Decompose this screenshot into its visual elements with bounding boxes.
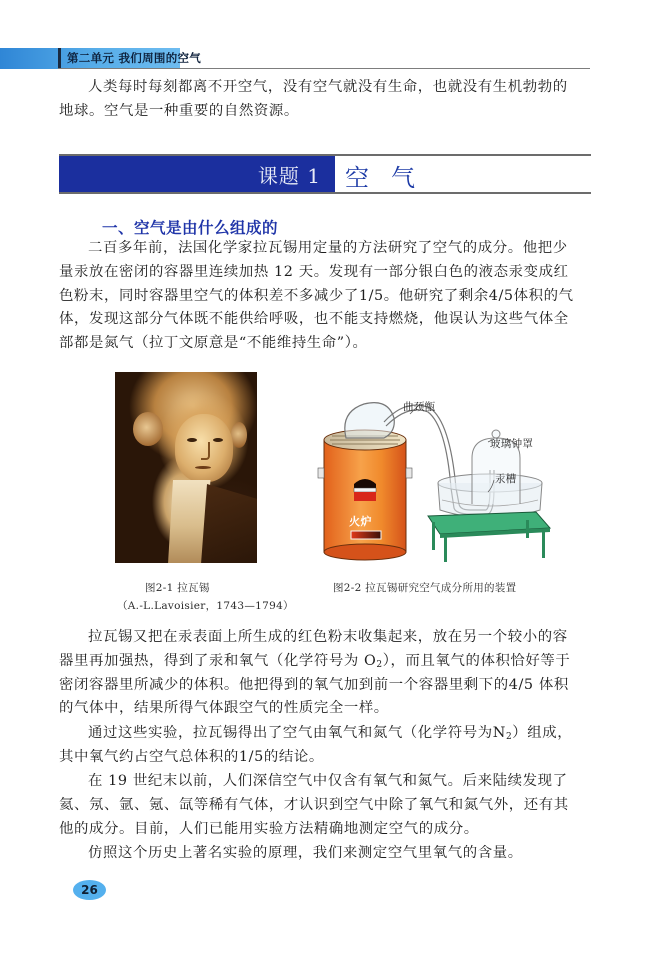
figure-2-1-subcaption: （A.-L.Lavoisier，1743—1794） [117,600,294,612]
retort-label: 曲颈甑 [403,401,436,413]
portrait-nose [201,442,210,460]
text-run: ），而且氧气的体积恰好等于 [382,652,571,669]
lesson-number: 课题 1 [257,164,321,188]
header-rule [58,68,590,69]
paragraph-line: 体，发现这部分气体既不能供给呼吸，也不能支持燃烧，他误认为这些气体全 [59,311,569,328]
intro-line: 地球。空气是一种重要的自然资源。 [59,102,299,119]
unit-header-bar [0,48,202,69]
portrait-eye [187,438,197,442]
portrait-mouth [195,466,211,469]
mercury-trough-label: 汞槽 [495,473,517,485]
paragraph-noble-gases [59,770,591,841]
paragraph-line: 氦、氖、氩、氪、氙等稀有气体，才认识到空气中除了氧气和氮气外，还有其 [59,796,569,813]
paragraph-line: 色粉末，同时容器里空气的体积差不多减少了1/5。他研究了剩余4/5体积的气 [59,287,574,304]
bell-jar-label: 玻璃钟罩 [490,438,534,450]
portrait-eye [213,438,223,442]
subscript: 2 [376,659,383,670]
paragraph-line: 的气体中，结果所得气体跟空气的性质完全一样。 [59,700,389,717]
lavoisier-portrait [115,372,257,563]
paragraph-line [59,722,591,746]
page-number-badge: 26 [73,880,106,900]
furnace-icon [318,430,412,560]
paragraph-experiment-intro [59,842,591,866]
paragraph-line: 拉瓦锡又把在汞表面上所生成的红色粉末收集起来，放在另一个较小的容 [88,629,568,645]
intro-line: 人类每时每刻都离不开空气，没有空气就没有生命，也就没有生机勃勃的 [88,79,568,95]
text-run: 器里再加强热，得到了汞和氧气（化学符号为 O [59,652,377,669]
portrait-coat [201,484,257,563]
text-run: 通过这些实验，拉瓦锡得出了空气由氧气和氮气（化学符号为N [88,725,506,741]
paragraph-lavoisier-experiment [59,237,591,356]
text-run: ）组成， [512,725,573,741]
paragraph-line: 密闭容器里所减少的体积。他把得到的氧气加到前一个容器里剩下的4/5 体积 [59,676,569,693]
paragraph-line: 他的成分。目前，人们已能用实验方法精确地测定空气的成分。 [59,820,479,837]
paragraph-line: 部都是氮气（拉丁文原意是“不能维持生命”）。 [59,335,368,352]
paragraph-line: 量汞放在密闭的容器里连续加热 12 天。发现有一部分银白色的液态汞变成红 [59,263,569,280]
paragraph-oxygen-recovery [59,626,591,721]
portrait-wig-curl [133,412,163,446]
table-icon [428,512,550,562]
figure-2-1-caption: 图2-1 拉瓦锡 [145,582,210,594]
subscript: 2 [505,732,513,742]
lavoisier-apparatus-diagram [310,388,560,568]
paragraph-line [59,650,591,674]
header-divider-mark [58,48,61,69]
paragraph-line: 二百多年前，法国化学家拉瓦锡用定量的方法研究了空气的成分。他把少 [88,240,568,256]
lesson-number-block [59,156,335,192]
paragraph-line: 在 19 世纪末以前，人们深信空气中仅含有氧气和氮气。后来陆续发现了 [88,773,568,789]
paragraph-conclusion [59,722,591,770]
portrait-wig-curl [231,422,247,448]
lesson-title-banner [59,154,591,194]
furnace-label: 火炉 [349,515,372,528]
section-heading: 一、空气是由什么组成的 [102,219,279,237]
paragraph-line: 其中氧气约占空气总体积的1/5的结论。 [59,748,324,765]
unit-title: 第二单元 我们周围的空气 [67,51,202,65]
figure-2-2-caption: 图2-2 拉瓦锡研究空气成分所用的装置 [333,582,517,594]
lesson-name: 空气 [345,164,437,192]
paragraph-line: 仿照这个历史上著名实验的原理，我们来测定空气里氧气的含量。 [88,845,523,861]
intro-paragraph [59,76,591,124]
